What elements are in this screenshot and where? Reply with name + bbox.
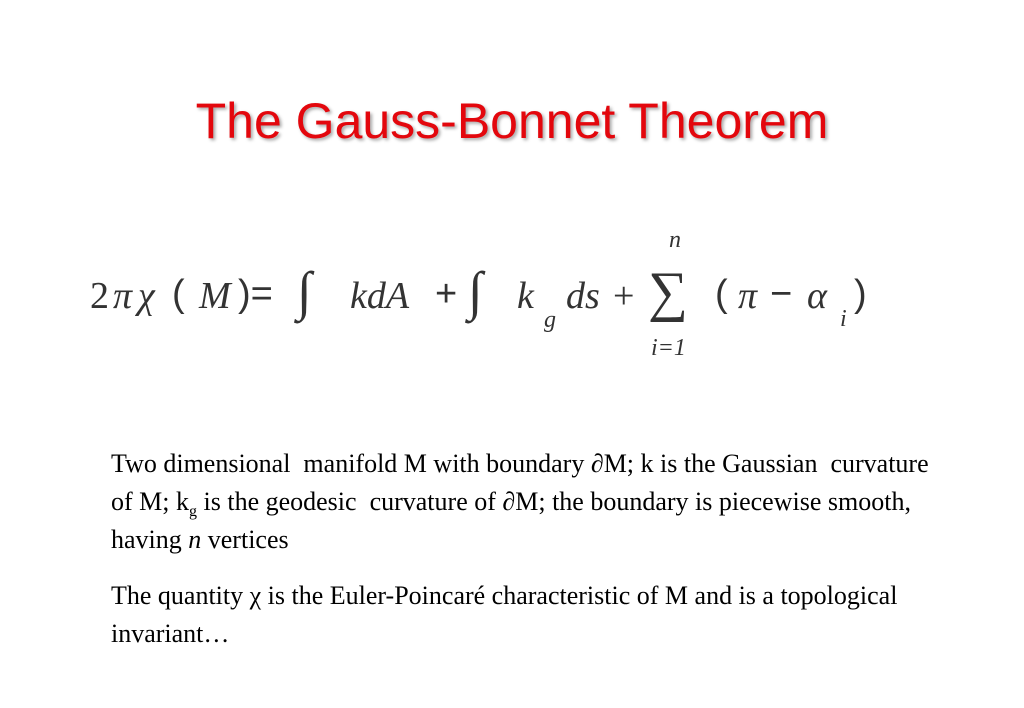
formula-kdA: kdA [350,275,410,317]
formula-chi: χ [138,275,155,317]
paragraph-1-part-3: vertices [201,525,289,554]
formula-integral-2: ∫ [468,261,483,321]
paragraph-1-n: n [188,525,202,554]
formula-subscript-g: g [544,307,556,333]
slide-title: The Gauss-Bonnet Theorem [195,93,829,149]
formula-close-paren-2: ) [854,273,867,315]
formula-pi-2: π [738,275,758,317]
formula-open-paren-2: ( [715,273,728,315]
formula-alpha: α [807,275,827,317]
formula-ds: ds [566,275,600,317]
formula-sum-upper: n [669,227,681,253]
paragraph-1-subscript-g: g [189,503,197,520]
paragraph-1-part-2: is the geodesic curvature of ∂M; the boundary is piecewise smooth, having [111,487,924,554]
formula-coefficient: 2 [90,275,109,317]
formula-minus: − [770,273,793,315]
formula-k: k [517,275,534,317]
formula-close-eq: )= [238,273,273,315]
formula-alpha-subscript: i [840,306,847,332]
formula-plus-1: + [435,273,458,315]
formula-open-paren: ( [172,273,185,315]
paragraph-definitions [111,445,941,559]
paragraph-euler-characteristic: The quantity χ is the Euler-Poincaré characteristic of M and is a topological invariant… [111,581,898,648]
formula-integral-1: ∫ [297,261,312,321]
paragraph-1-part-1: Two dimensional manifold M with boundary ∂M; k is the Gaussian curvature of M; k [111,449,942,516]
formula-sigma: ∑ [648,261,688,323]
formula-plus-2: + [613,275,635,317]
formula-pi: π [113,275,133,317]
formula-manifold: M [199,275,231,317]
formula-sum-lower: i=1 [651,335,686,361]
